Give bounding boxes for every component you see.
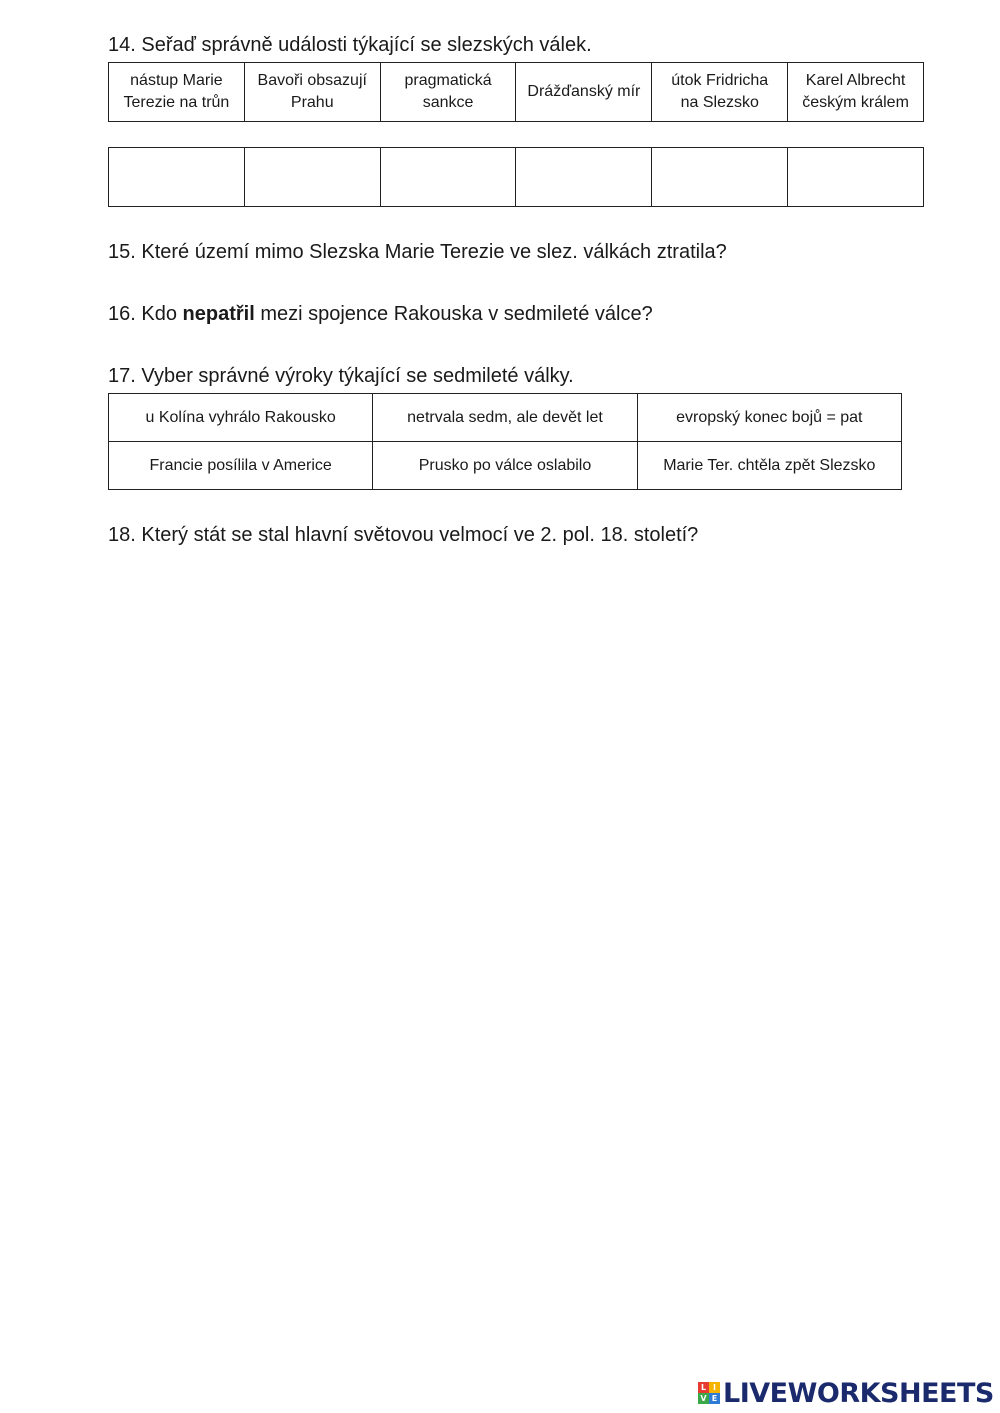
- event-label-line: Bavoři obsazují: [257, 72, 367, 89]
- statements-row: [109, 442, 902, 490]
- question-16-text-end: mezi spojence Rakouska v sedmileté válce?: [254, 303, 653, 325]
- event-label-line: Drážďanský mír: [527, 83, 641, 100]
- logo-letter-e: E: [709, 1393, 720, 1404]
- logo-letter-v: V: [698, 1393, 709, 1404]
- order-row: [109, 148, 924, 207]
- question-16-emphasis: nepatřil: [182, 303, 255, 325]
- event-card[interactable]: [516, 63, 652, 122]
- event-label-line: Karel Albrecht: [805, 72, 906, 89]
- event-card[interactable]: [652, 63, 788, 122]
- logo-letter-l: L: [698, 1382, 709, 1393]
- event-label-line: Prahu: [290, 94, 334, 111]
- question-16: [108, 302, 653, 326]
- statement-option[interactable]: Prusko po válce oslabilo: [373, 442, 637, 490]
- logo-letter-i: I: [709, 1382, 720, 1393]
- event-card[interactable]: [380, 63, 516, 122]
- events-table: [108, 62, 924, 122]
- event-label-line: útok Fridricha: [671, 72, 769, 89]
- question-16-text-start: 16. Kdo: [108, 303, 183, 325]
- order-drop-slot-2[interactable]: [244, 148, 380, 207]
- statements-row: [109, 394, 902, 442]
- order-drop-slot-1[interactable]: [109, 148, 245, 207]
- question-15: 15. Které území mimo Slezska Marie Terezie ve slez. válkách ztratila?: [108, 241, 727, 263]
- events-row: [109, 63, 924, 122]
- event-label-line: pragmatická: [404, 72, 492, 89]
- event-card[interactable]: [788, 63, 924, 122]
- question-14: 14. Seřaď správně události týkající se slezských válek.: [108, 34, 592, 56]
- liveworksheets-icon: [698, 1382, 720, 1404]
- order-drop-slot-4[interactable]: [516, 148, 652, 207]
- question-18: 18. Který stát se stal hlavní světovou velmocí ve 2. pol. 18. století?: [108, 524, 699, 546]
- liveworksheets-wordmark: LIVEWORKSHEETS: [723, 1377, 994, 1409]
- event-label-line: sankce: [422, 94, 474, 111]
- order-drop-slot-3[interactable]: [380, 148, 516, 207]
- statement-option[interactable]: evropský konec bojů = pat: [637, 394, 901, 442]
- event-label-line: Terezie na trůn: [123, 94, 230, 111]
- liveworksheets-logo: [698, 1378, 994, 1408]
- statement-option[interactable]: Marie Ter. chtěla zpět Slezsko: [637, 442, 901, 490]
- order-drop-slot-6[interactable]: [788, 148, 924, 207]
- statements-table: [108, 393, 902, 490]
- order-drop-table: [108, 147, 924, 207]
- event-card[interactable]: [109, 63, 245, 122]
- event-label-line: českým králem: [802, 94, 909, 111]
- order-drop-slot-5[interactable]: [652, 148, 788, 207]
- event-label-line: nástup Marie: [130, 72, 223, 89]
- event-label-line: na Slezsko: [680, 94, 759, 111]
- statement-option[interactable]: netrvala sedm, ale devět let: [373, 394, 637, 442]
- event-card[interactable]: [244, 63, 380, 122]
- statement-option[interactable]: u Kolína vyhrálo Rakousko: [109, 394, 373, 442]
- statement-option[interactable]: Francie posílila v Americe: [109, 442, 373, 490]
- question-17: 17. Vyber správné výroky týkající se sedmileté války.: [108, 365, 574, 387]
